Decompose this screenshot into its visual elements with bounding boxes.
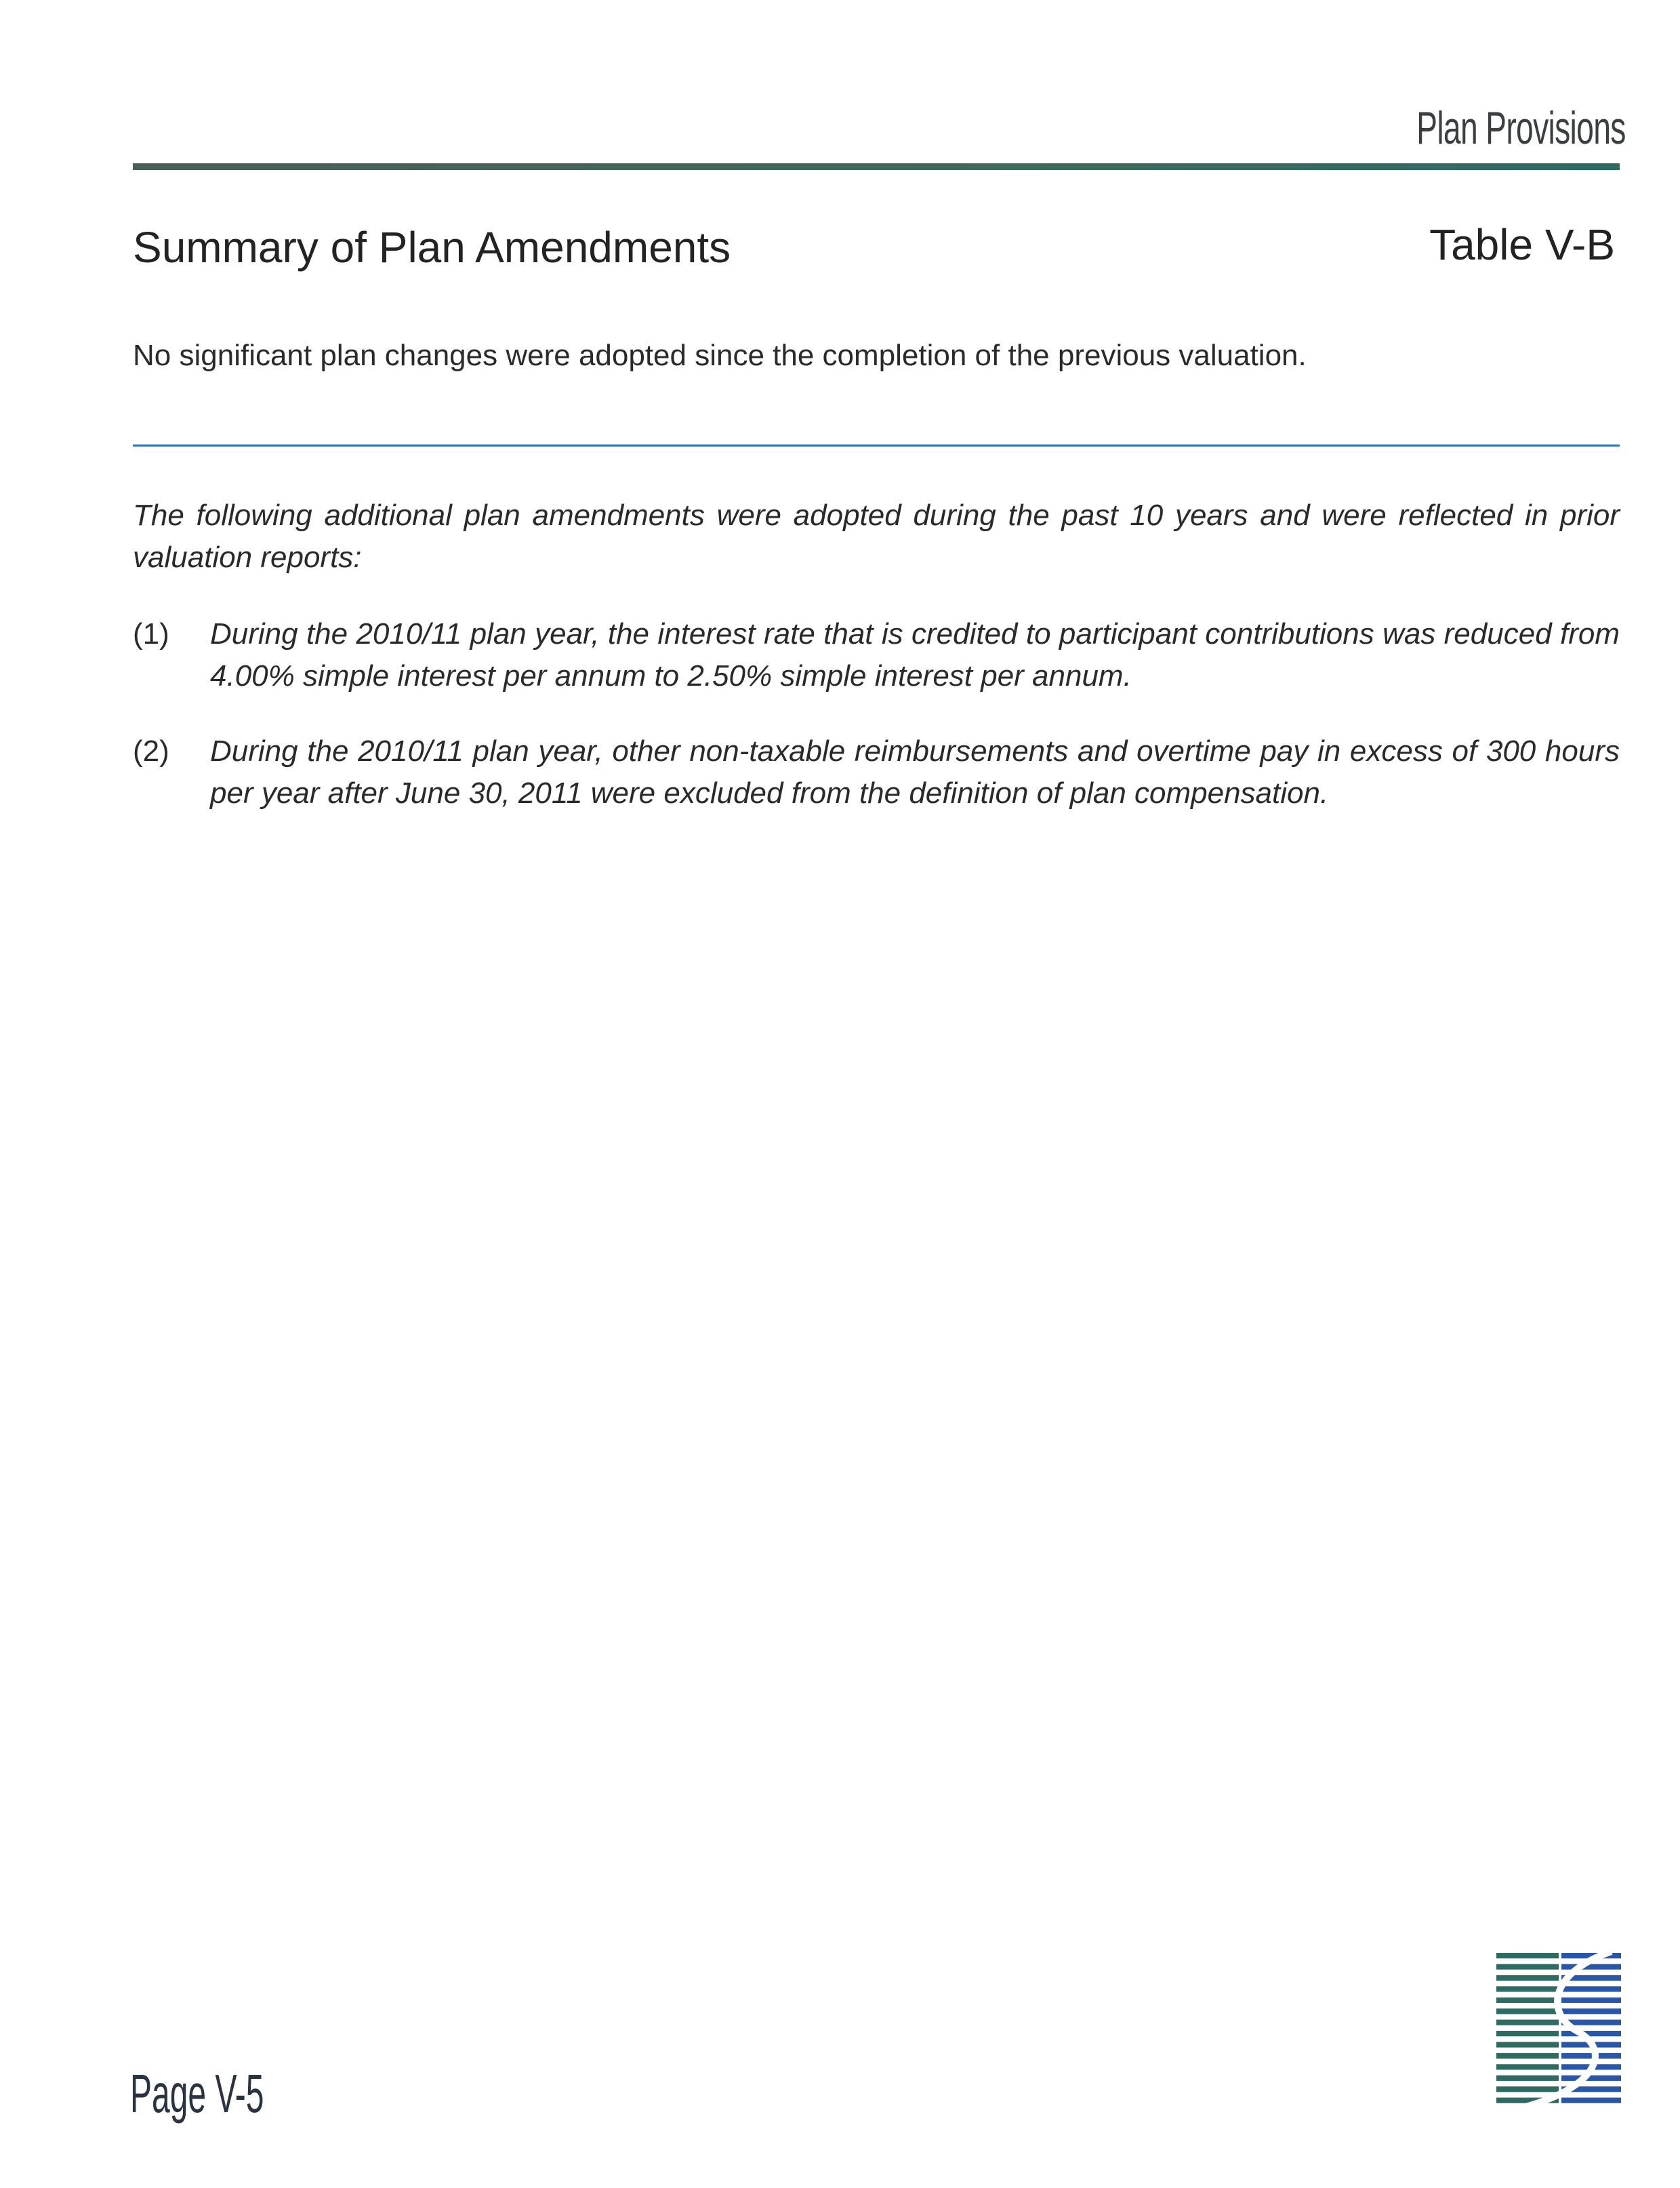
amendment-number: (2)	[133, 735, 169, 768]
section-divider	[133, 445, 1620, 447]
logo-stripe-left	[1496, 1986, 1559, 1991]
logo-stripe-left	[1496, 1953, 1559, 1958]
amendments-intro: The following additional plan amendments were adopted during the past 10 years and were reflected in prior valuation reports:	[133, 499, 1620, 574]
logo-stripe-right	[1561, 1964, 1621, 1969]
logo-stripe-left	[1496, 2031, 1559, 2036]
logo-stripe-right	[1561, 2076, 1621, 2081]
logo-stripe-right	[1561, 2031, 1621, 2036]
amendment-text: During the 2010/11 plan year, the interest rate that is credited to participant contributions was reduced from 4.00% simple interest per annum to 2.50% simple interest per annum.	[210, 617, 1620, 693]
logo-stripe-left	[1496, 2064, 1559, 2069]
logo-stripe-left	[1496, 2042, 1559, 2047]
logo-stripe-right	[1561, 2053, 1621, 2059]
logo-stripe-left	[1496, 2086, 1559, 2092]
logo-stripe-left	[1496, 2053, 1559, 2059]
logo-stripe-left	[1496, 2020, 1559, 2025]
logo-stripe-left	[1496, 1964, 1559, 1969]
page-title: Summary of Plan Amendments	[133, 223, 731, 272]
logo-stripe-left	[1496, 1975, 1559, 1981]
logo-stripe-left	[1496, 2008, 1559, 2014]
logo-stripe-right	[1561, 1986, 1621, 1991]
logo-stripe-right	[1561, 2008, 1621, 2014]
amendment-number: (1)	[133, 617, 169, 651]
section-label: Plan Provisions	[1416, 102, 1626, 154]
logo-stripe-left	[1496, 1998, 1559, 2003]
no-change-statement: No significant plan changes were adopted since the completion of the previous valuation.	[133, 339, 1307, 372]
table-id: Table V-B	[1429, 220, 1615, 269]
logo-stripe-left	[1496, 2076, 1559, 2081]
page-number: Page V-5	[130, 2063, 264, 2124]
amendment-item	[133, 730, 1620, 814]
logo-stripe-right	[1561, 2098, 1621, 2103]
amendment-text: During the 2010/11 plan year, other non-taxable reimbursements and overtime pay in excess of 300 hours per year after June 30, 2011 were excluded from the definition of plan compensation.	[210, 735, 1620, 810]
amendment-item	[133, 613, 1620, 697]
logo-s-curve	[1523, 1952, 1612, 2107]
logo-stripe-right	[1561, 1998, 1621, 2003]
striped-s-logo-icon	[1496, 1952, 1621, 2107]
header-rule	[133, 163, 1620, 170]
